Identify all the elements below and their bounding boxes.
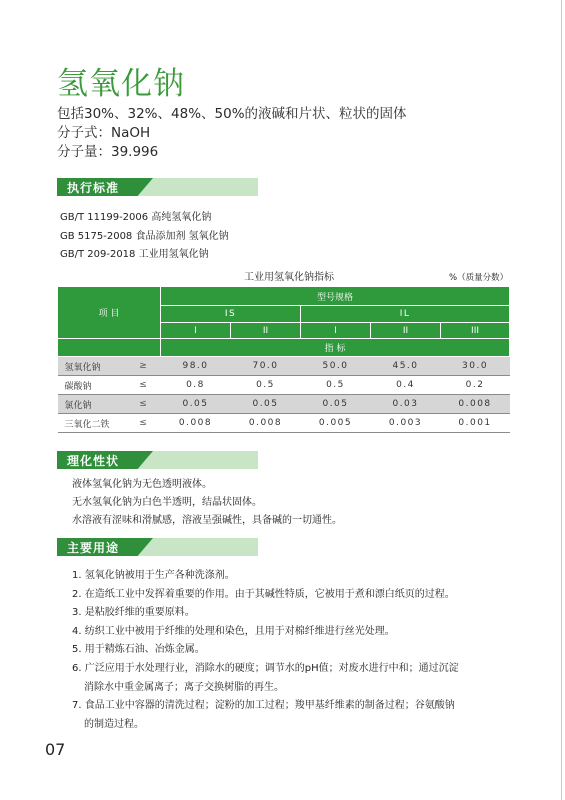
cell-value: 45.0 bbox=[371, 357, 441, 376]
section-title: 主要用途 bbox=[67, 541, 120, 555]
page-number: 07 bbox=[45, 740, 66, 759]
cell-value: 70.0 bbox=[231, 357, 301, 376]
properties-text bbox=[72, 476, 342, 530]
table-unit: %（质量分数） bbox=[449, 273, 509, 283]
use-item: 6. 广泛应用于水处理行业，消除水的硬度；调节水的pH值；对废水进行中和；通过沉淀 bbox=[72, 662, 459, 674]
cell-value: 0.005 bbox=[301, 414, 371, 433]
item-header: 项 目 bbox=[58, 287, 161, 339]
table-row bbox=[58, 376, 510, 395]
index-header: 指 标 bbox=[161, 339, 510, 357]
row-symbol: ≤ bbox=[126, 376, 161, 395]
row-name: 三氧化二铁 bbox=[58, 414, 126, 433]
page-edge-line bbox=[561, 0, 562, 800]
cell-value: 0.05 bbox=[301, 395, 371, 414]
section-title: 执行标准 bbox=[67, 181, 120, 195]
cell-value: 98.0 bbox=[161, 357, 231, 376]
use-item: 5. 用于精炼石油、冶炼金属。 bbox=[72, 644, 205, 656]
cell-value: 0.2 bbox=[441, 376, 510, 395]
intro-description: 包括30%、32%、48%、50%的液碱和片状、粒状的固体 bbox=[57, 106, 407, 122]
cell-value: 0.8 bbox=[161, 376, 231, 395]
intro-block bbox=[57, 105, 407, 162]
row-name: 碳酸钠 bbox=[58, 376, 126, 395]
use-item: 2. 在造纸工业中发挥着重要的作用。由于其碱性特质，它被用于煮和漂白纸页的过程。 bbox=[72, 588, 455, 600]
property-line: 液体氢氧化钠为无色透明液体。 bbox=[72, 479, 212, 490]
table-row bbox=[58, 357, 510, 376]
standard-item: GB/T 11199-2006 高纯氢氧化钠 bbox=[60, 212, 212, 223]
cell-value: 0.05 bbox=[231, 395, 301, 414]
property-line: 无水氢氧化钠为白色半透明，结晶状固体。 bbox=[72, 497, 262, 508]
use-item-continuation: 的制造过程。 bbox=[84, 718, 144, 730]
uses-list bbox=[72, 567, 459, 734]
group-header: IL bbox=[301, 306, 510, 323]
molecular-weight: 分子量：39.996 bbox=[57, 144, 159, 160]
molecular-formula: 分子式：NaOH bbox=[57, 125, 151, 141]
model-header: 型号规格 bbox=[161, 287, 510, 306]
cell-value: 0.5 bbox=[301, 376, 371, 395]
cell-value: 0.4 bbox=[371, 376, 441, 395]
use-item: 1. 氢氧化钠被用于生产各种洗涤剂。 bbox=[72, 570, 235, 581]
use-item: 3. 是粘胶纤维的重要原料。 bbox=[72, 607, 195, 619]
row-name: 氢氧化钠 bbox=[58, 357, 126, 376]
cell-value: 0.008 bbox=[231, 414, 301, 433]
use-item: 7. 食品工业中容器的清洗过程；淀粉的加工过程；羧甲基纤维素的制备过程；谷氨酸钠 bbox=[72, 700, 455, 712]
cell-value: 0.05 bbox=[161, 395, 231, 414]
row-symbol: ≤ bbox=[126, 395, 161, 414]
table-row bbox=[58, 414, 510, 433]
cell-value: 0.5 bbox=[231, 376, 301, 395]
grade-header: II bbox=[371, 323, 441, 339]
cell-value: 30.0 bbox=[441, 357, 510, 376]
use-item-continuation: 消除水中重金属离子；离子交换树脂的再生。 bbox=[84, 681, 284, 693]
grade-header: I bbox=[301, 323, 371, 339]
standard-item: GB/T 209-2018 工业用氢氧化钠 bbox=[60, 249, 209, 260]
group-header: IS bbox=[161, 306, 301, 323]
standards-list bbox=[60, 209, 229, 265]
table-title: 工业用氢氧化钠指标 bbox=[244, 272, 334, 283]
use-item: 4. 纺织工业中被用于纤维的处理和染色，且用于对棉纤维进行丝光处理。 bbox=[72, 625, 395, 637]
standard-item: GB 5175-2008 食品添加剂 氢氧化钠 bbox=[60, 230, 229, 242]
section-title: 理化性状 bbox=[67, 454, 120, 468]
cell-value: 0.008 bbox=[161, 414, 231, 433]
grade-header: II bbox=[231, 323, 301, 339]
grade-header: I bbox=[161, 323, 231, 339]
row-symbol: ≥ bbox=[126, 357, 161, 376]
property-line: 水溶液有涩味和滑腻感，溶液呈强碱性，具备碱的一切通性。 bbox=[72, 515, 342, 526]
cell-value: 0.001 bbox=[441, 414, 510, 433]
cell-value: 0.008 bbox=[441, 395, 510, 414]
section-header-standards bbox=[57, 178, 258, 196]
table-row bbox=[58, 395, 510, 414]
section-header-properties bbox=[57, 451, 258, 469]
cell-value: 0.003 bbox=[371, 414, 441, 433]
page-title: 氢氧化钠 bbox=[57, 66, 185, 102]
row-symbol: ≤ bbox=[126, 414, 161, 433]
spec-table bbox=[57, 286, 510, 433]
row-name: 氯化钠 bbox=[58, 395, 126, 414]
cell-value: 0.03 bbox=[371, 395, 441, 414]
cell-value: 50.0 bbox=[301, 357, 371, 376]
section-header-uses bbox=[57, 538, 258, 556]
grade-header: III bbox=[441, 323, 510, 339]
